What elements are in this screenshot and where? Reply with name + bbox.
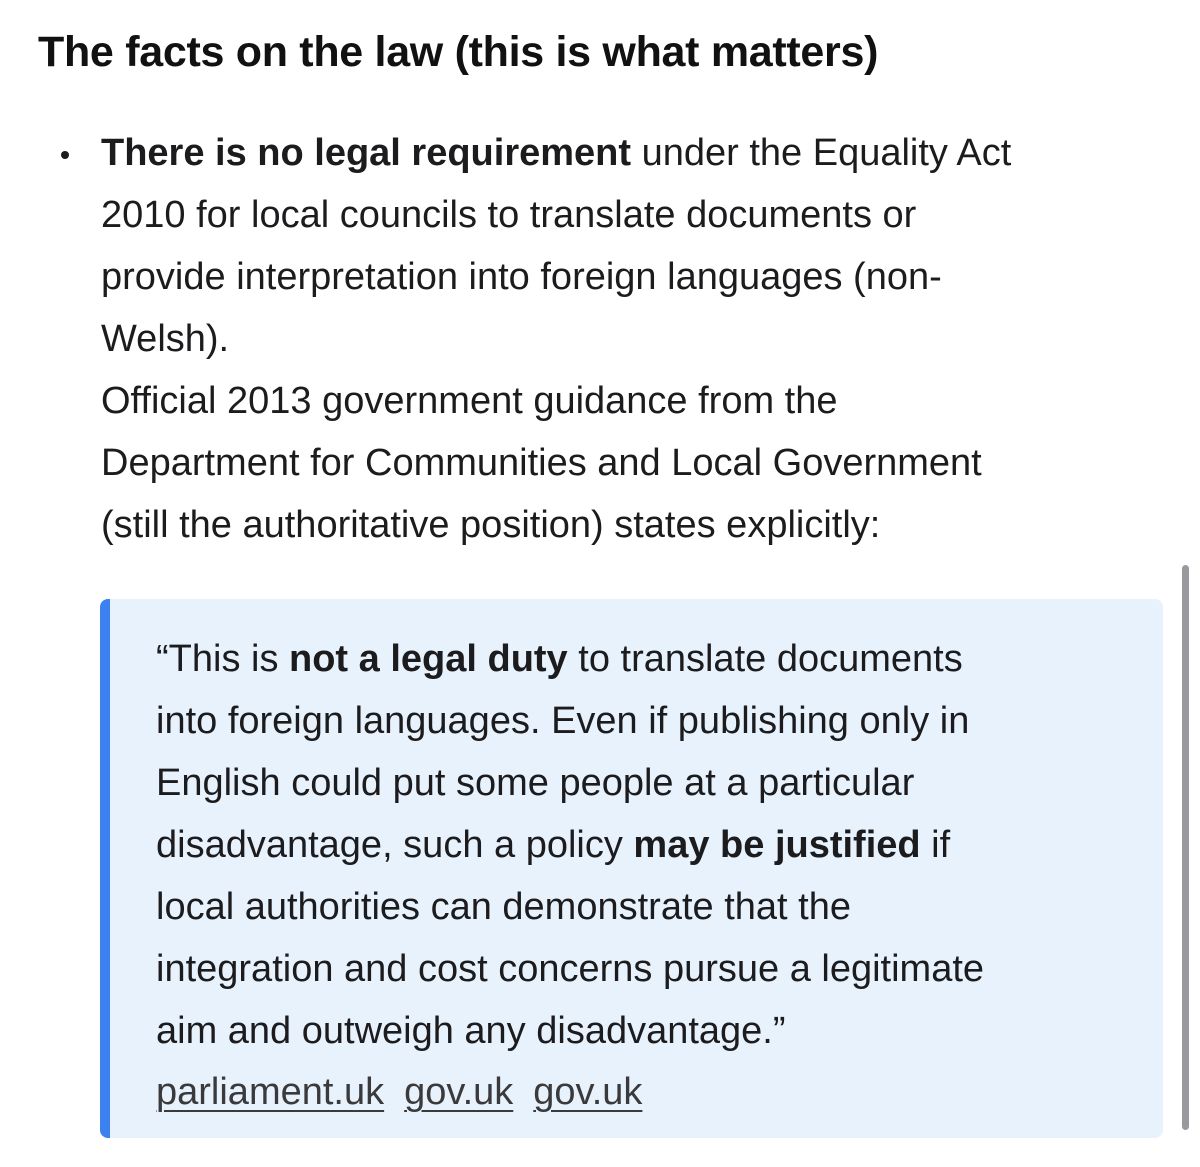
blockquote [100, 599, 1163, 1138]
quote-bold-1: not a legal duty [289, 638, 568, 680]
bullet-line-6: Department for Communities and Local Government [101, 442, 982, 484]
quote-line-2: into foreign languages. Even if publishing only in [156, 700, 970, 742]
bullet-line-3: provide interpretation into foreign languages (non- [101, 256, 942, 298]
quote-line-3: English could put some people at a particular [156, 762, 915, 804]
quote-line-4 [156, 814, 984, 876]
quote-line-4-post: if [920, 824, 951, 866]
quote-line-4-pre: disadvantage, such a policy [156, 824, 634, 866]
bold-lead: There is no legal requirement [101, 132, 632, 174]
bullet-line-7: (still the authoritative position) states explicitly: [101, 504, 881, 546]
quote-line-7: aim and outweigh any disadvantage.” [156, 1010, 786, 1052]
quote-line-1-post: to translate documents [567, 638, 963, 680]
quote-text [156, 628, 984, 1062]
bullet-line-2: 2010 for local councils to translate documents or [101, 194, 917, 236]
source-link-gov-2[interactable]: gov.uk [533, 1071, 643, 1113]
blockquote-accent-bar [100, 599, 110, 1138]
bullet-paragraph [101, 122, 1161, 556]
source-link-gov-1[interactable]: gov.uk [404, 1071, 514, 1113]
bullet-line-1 [101, 122, 1161, 184]
bullet-line-5: Official 2013 government guidance from the [101, 380, 838, 422]
quote-line-5: local authorities can demonstrate that the [156, 886, 851, 928]
bullet-line-4: Welsh). [101, 318, 230, 360]
bullet-icon [61, 151, 69, 159]
quote-line-6: integration and cost concerns pursue a legitimate [156, 948, 985, 990]
section-heading: The facts on the law (this is what matters) [38, 28, 879, 76]
quote-bold-2: may be justified [633, 824, 921, 866]
source-links [156, 1061, 662, 1123]
quote-line-1 [156, 628, 984, 690]
scrollbar[interactable] [1182, 565, 1189, 1130]
quote-line-1-pre: “This is [156, 638, 289, 680]
bullet-line-1-rest: under the Equality Act [631, 132, 1012, 174]
source-link-parliament[interactable]: parliament.uk [156, 1071, 385, 1113]
